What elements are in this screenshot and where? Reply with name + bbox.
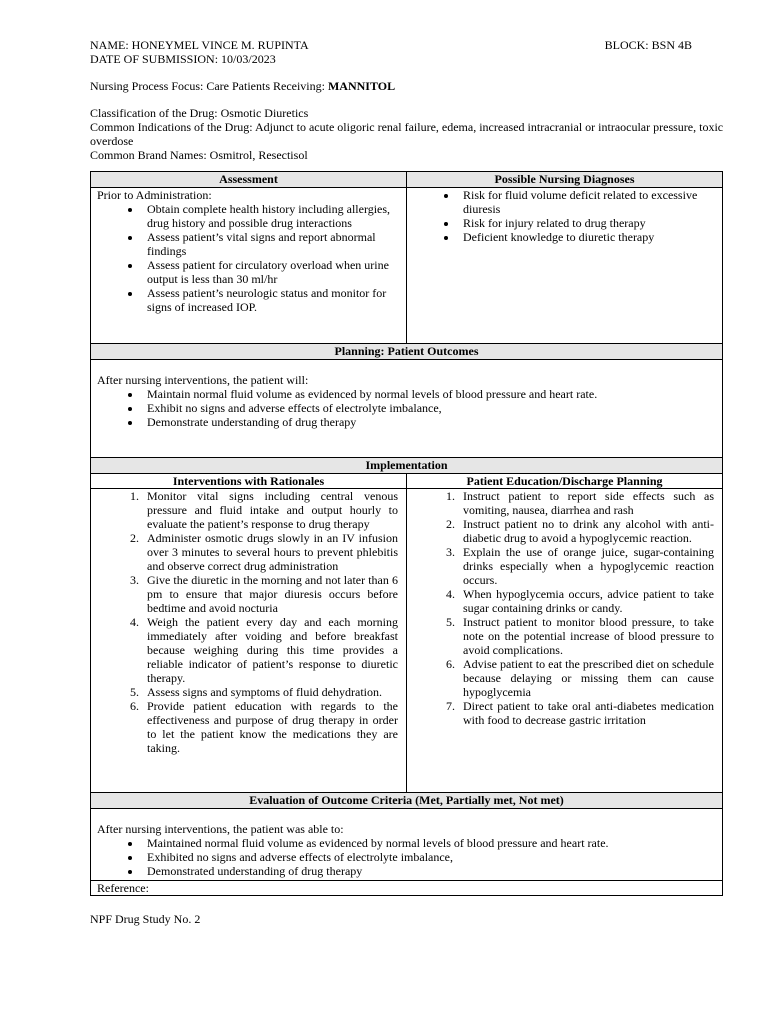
education-header: Patient Education/Discharge Planning (407, 474, 723, 489)
list-item: 5. Instruct patient to monitor blood pressure, to take note on the potential increase of blood pressure to avoid complications. (458, 615, 714, 657)
list-item: • Demonstrate understanding of drug therapy (142, 415, 716, 429)
list-item: • Exhibited no signs and adverse effects of electrolyte imbalance, (142, 850, 716, 864)
list-item: • Obtain complete health history including allergies, drug history and possible drug interactions (142, 202, 400, 230)
list-item: 3. Give the diuretic in the morning and not later than 6 pm to ensure that major diuresis occurs before bedtime and avoid nocturia (142, 573, 398, 615)
evaluation-cell (91, 809, 723, 881)
assessment-cell (91, 188, 407, 344)
list-item: 4. Weigh the patient every day and each morning immediately after voiding and before breakfast because weighing during this time provides a reliable indicator of patient’s response to diuretic therapy. (142, 615, 398, 685)
diagnoses-header: Possible Nursing Diagnoses (407, 172, 723, 188)
education-list (413, 489, 714, 727)
submission-date: DATE OF SUBMISSION: 10/03/2023 (90, 52, 276, 66)
drug-classification: Classification of the Drug: Osmotic Diuretics (90, 106, 309, 120)
list-item: 5. Assess signs and symptoms of fluid dehydration. (142, 685, 398, 699)
assessment-list (97, 202, 400, 314)
focus-prefix: Nursing Process Focus: Care Patients Receiving: (90, 79, 328, 93)
list-item: 1. Monitor vital signs including central venous pressure and fluid intake and output hourly to evaluate the patient’s response to drug therapy (142, 489, 398, 531)
planning-intro: After nursing interventions, the patient will: (97, 373, 309, 387)
list-item: • Maintain normal fluid volume as evidenced by normal levels of blood pressure and heart rate. (142, 387, 716, 401)
interventions-header: Interventions with Rationales (91, 474, 407, 489)
drug-indications: Common Indications of the Drug: Adjunct to acute oligoric renal failure, edema, increased intracranial or intraocular pressure, toxic overdose (90, 120, 724, 148)
list-item: 4. When hypoglycemia occurs, advice patient to take sugar containing drinks or candy. (458, 587, 714, 615)
list-item: 2. Instruct patient no to drink any alcohol with anti-diabetic drug to avoid a hypoglycemic reaction. (458, 517, 714, 545)
evaluation-intro: After nursing interventions, the patient was able to: (97, 822, 344, 836)
list-item: 6. Provide patient education with regards to the effectiveness and purpose of drug therapy in order to let the patient know the medications they are taking. (142, 699, 398, 755)
list-item: • Assess patient’s neurologic status and monitor for signs of increased IOP. (142, 286, 400, 314)
diagnoses-cell (407, 188, 723, 344)
diagnoses-list (413, 188, 716, 244)
student-block: BLOCK: BSN 4B (604, 38, 692, 52)
document-page (90, 38, 724, 896)
list-item: • Maintained normal fluid volume as evidenced by normal levels of blood pressure and heart rate. (142, 836, 716, 850)
list-item: 1. Instruct patient to report side effects such as vomiting, nausea, diarrhea and rash (458, 489, 714, 517)
assessment-header: Assessment (91, 172, 407, 188)
list-item: 6. Advise patient to eat the prescribed diet on schedule because delaying or missing them can cause hypoglycemia (458, 657, 714, 699)
list-item: • Exhibit no signs and adverse effects of electrolyte imbalance, (142, 401, 716, 415)
student-name: NAME: HONEYMEL VINCE M. RUPINTA (90, 38, 309, 52)
planning-cell (91, 360, 723, 458)
list-item: • Assess patient’s vital signs and report abnormal findings (142, 230, 400, 258)
interventions-list (97, 489, 398, 755)
list-item: 3. Explain the use of orange juice, sugar-containing drinks especially when a hypoglycemic reaction occurs. (458, 545, 714, 587)
list-item: • Risk for fluid volume deficit related to excessive diuresis (458, 188, 716, 216)
list-item: • Assess patient for circulatory overload when urine output is less than 30 ml/hr (142, 258, 400, 286)
reference-cell: Reference: (91, 881, 723, 896)
evaluation-header: Evaluation of Outcome Criteria (Met, Partially met, Not met) (91, 793, 723, 809)
education-cell (407, 489, 723, 793)
implementation-header: Implementation (91, 458, 723, 474)
list-item: 2. Administer osmotic drugs slowly in an IV infusion over 3 minutes to several hours to prevent phlebitis and observe correct drug administration (142, 531, 398, 573)
evaluation-list (97, 836, 716, 878)
drug-brands: Common Brand Names: Osmitrol, Resectisol (90, 148, 308, 162)
nursing-process-table (90, 171, 723, 896)
nursing-focus (90, 79, 724, 93)
assessment-intro: Prior to Administration: (97, 188, 212, 202)
drug-name: MANNITOL (327, 79, 396, 93)
list-item: • Demonstrated understanding of drug therapy (142, 864, 716, 878)
list-item: • Risk for injury related to drug therapy (458, 216, 716, 230)
interventions-cell (91, 489, 407, 793)
header-row (90, 38, 724, 52)
page-footer: NPF Drug Study No. 2 (90, 912, 201, 926)
list-item: • Deficient knowledge to diuretic therapy (458, 230, 716, 244)
planning-list (97, 387, 716, 429)
list-item: 7. Direct patient to take oral anti-diabetes medication with food to decrease gastric irritation (458, 699, 714, 727)
planning-header: Planning: Patient Outcomes (91, 344, 723, 360)
